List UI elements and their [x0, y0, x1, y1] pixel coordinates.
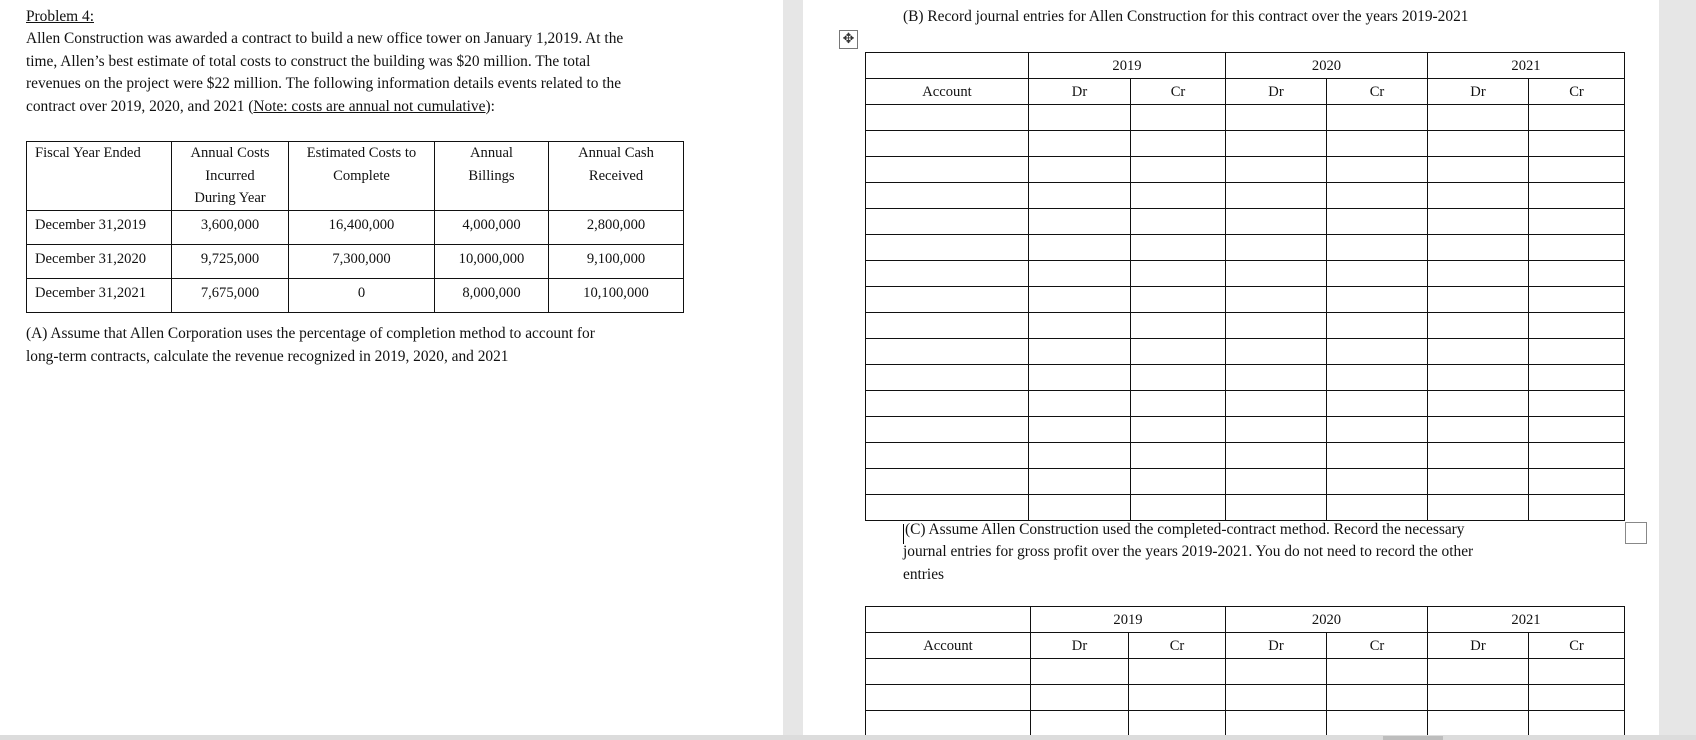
amount-cell[interactable]	[1428, 261, 1529, 287]
intro-prefix: contract over 2019, 2020, and 2021 (	[26, 98, 254, 115]
part-b-title: (B) Record journal entries for Allen Construction for this contract over the years 2019-2021	[903, 8, 1469, 25]
blank-cell[interactable]	[866, 53, 1029, 79]
part-c-line-3: entries	[903, 566, 945, 583]
cell-year: December 31,2021	[27, 278, 172, 312]
cr-header: Cr	[1327, 633, 1428, 659]
amount-cell[interactable]	[1226, 261, 1327, 287]
amount-cell[interactable]	[1529, 391, 1625, 417]
journal-table-c[interactable]	[865, 606, 1625, 737]
amount-cell[interactable]	[1529, 365, 1625, 391]
cell-est-costs: 16,400,000	[289, 210, 435, 244]
dr-header: Dr	[1226, 79, 1327, 105]
account-cell[interactable]	[866, 287, 1029, 313]
amount-cell[interactable]	[1428, 417, 1529, 443]
amount-cell[interactable]	[1226, 391, 1327, 417]
amount-cell[interactable]	[1029, 495, 1131, 521]
amount-cell[interactable]	[1529, 417, 1625, 443]
amount-cell[interactable]	[1327, 261, 1428, 287]
account-cell[interactable]	[866, 339, 1029, 365]
amount-cell[interactable]	[1226, 443, 1327, 469]
journal-entry-row	[866, 313, 1625, 339]
year-2019: 2019	[1029, 53, 1226, 79]
amount-cell[interactable]	[1529, 105, 1625, 131]
amount-cell[interactable]	[1031, 711, 1129, 737]
amount-cell[interactable]	[1029, 469, 1131, 495]
cell-costs: 9,725,000	[172, 244, 289, 278]
part-a-line-2: long-term contracts, calculate the revenue recognized in 2019, 2020, and 2021	[26, 348, 509, 365]
amount-cell[interactable]	[1029, 131, 1131, 157]
cell-billings: 10,000,000	[435, 244, 549, 278]
amount-cell[interactable]	[1529, 183, 1625, 209]
amount-cell[interactable]	[1327, 365, 1428, 391]
journal-entry-row	[866, 495, 1625, 521]
amount-cell[interactable]	[1327, 417, 1428, 443]
amount-cell[interactable]	[1131, 365, 1226, 391]
account-cell[interactable]	[866, 685, 1031, 711]
account-cell[interactable]	[866, 157, 1029, 183]
amount-cell[interactable]	[1529, 685, 1625, 711]
amount-cell[interactable]	[1529, 659, 1625, 685]
part-c-line-1: (C) Assume Allen Construction used the completed-contract method. Record the necessary	[905, 521, 1465, 538]
cell-year: December 31,2019	[27, 210, 172, 244]
journal-header-row	[866, 79, 1625, 105]
amount-cell[interactable]	[1428, 339, 1529, 365]
account-cell[interactable]	[866, 131, 1029, 157]
journal-entry-row	[866, 339, 1625, 365]
amount-cell[interactable]	[1226, 365, 1327, 391]
amount-cell[interactable]	[1327, 209, 1428, 235]
cell-est-costs: 0	[289, 278, 435, 312]
amount-cell[interactable]	[1131, 339, 1226, 365]
amount-cell[interactable]	[1529, 131, 1625, 157]
header-annual-costs: Annual Costs Incurred During Year	[172, 142, 289, 211]
cr-header: Cr	[1129, 633, 1226, 659]
amount-cell[interactable]	[1131, 391, 1226, 417]
intro-line-4	[26, 96, 495, 119]
cell-billings: 4,000,000	[435, 210, 549, 244]
header-annual-billings: Annual Billings	[435, 142, 549, 211]
amount-cell[interactable]	[1428, 313, 1529, 339]
journal-year-row	[866, 607, 1625, 633]
journal-entry-row	[866, 391, 1625, 417]
table-row	[27, 210, 684, 244]
amount-cell[interactable]	[1029, 443, 1131, 469]
blank-cell[interactable]	[866, 607, 1031, 633]
amount-cell[interactable]	[1529, 287, 1625, 313]
amount-cell[interactable]	[1327, 685, 1428, 711]
amount-cell[interactable]	[1131, 417, 1226, 443]
cell-cash: 9,100,000	[549, 244, 684, 278]
amount-cell[interactable]	[1131, 313, 1226, 339]
amount-cell[interactable]	[1129, 685, 1226, 711]
scrollbar-thumb[interactable]	[1383, 736, 1443, 740]
part-a-line-1: (A) Assume that Allen Corporation uses the percentage of completion method to account for	[26, 325, 595, 342]
amount-cell[interactable]	[1327, 495, 1428, 521]
journal-entry-row	[866, 261, 1625, 287]
amount-cell[interactable]	[1327, 339, 1428, 365]
year-2021: 2021	[1428, 53, 1625, 79]
amount-cell[interactable]	[1529, 443, 1625, 469]
cr-header: Cr	[1529, 633, 1625, 659]
year-2019: 2019	[1031, 607, 1226, 633]
amount-cell[interactable]	[1327, 711, 1428, 737]
amount-cell[interactable]	[1029, 183, 1131, 209]
dr-header: Dr	[1031, 633, 1129, 659]
amount-cell[interactable]	[1131, 495, 1226, 521]
account-cell[interactable]	[866, 659, 1031, 685]
amount-cell[interactable]	[1327, 659, 1428, 685]
journal-entry-row	[866, 443, 1625, 469]
part-c-line-2: journal entries for gross profit over the years 2019-2021. You do not need to record the other	[903, 543, 1474, 560]
amount-cell[interactable]	[1031, 685, 1129, 711]
amount-cell[interactable]	[1529, 711, 1625, 737]
amount-cell[interactable]	[1131, 443, 1226, 469]
journal-entry-row	[866, 469, 1625, 495]
amount-cell[interactable]	[1226, 469, 1327, 495]
amount-cell[interactable]	[1428, 711, 1529, 737]
amount-cell[interactable]	[1226, 711, 1327, 737]
amount-cell[interactable]	[1428, 685, 1529, 711]
cr-header: Cr	[1131, 79, 1226, 105]
amount-cell[interactable]	[1428, 209, 1529, 235]
amount-cell[interactable]	[1428, 183, 1529, 209]
amount-cell[interactable]	[1131, 131, 1226, 157]
account-cell[interactable]	[866, 443, 1029, 469]
amount-cell[interactable]	[1428, 105, 1529, 131]
journal-entry-row	[866, 365, 1625, 391]
intro-note: Note: costs are annual not cumulative	[253, 98, 486, 115]
amount-cell[interactable]	[1029, 157, 1131, 183]
journal-entry-row	[866, 659, 1625, 685]
dr-header: Dr	[1226, 633, 1327, 659]
amount-cell[interactable]	[1226, 313, 1327, 339]
account-cell[interactable]	[866, 391, 1029, 417]
amount-cell[interactable]	[1428, 157, 1529, 183]
amount-cell[interactable]	[1529, 209, 1625, 235]
amount-cell[interactable]	[1029, 261, 1131, 287]
problem-heading: Problem 4:	[26, 8, 94, 25]
amount-cell[interactable]	[1327, 313, 1428, 339]
journal-entry-row	[866, 287, 1625, 313]
amount-cell[interactable]	[1529, 339, 1625, 365]
journal-entry-row	[866, 209, 1625, 235]
cell-costs: 7,675,000	[172, 278, 289, 312]
account-cell[interactable]	[866, 711, 1031, 737]
intro-line-2: time, Allen’s best estimate of total costs to construct the building was $20 million. The total	[26, 53, 591, 70]
amount-cell[interactable]	[1131, 235, 1226, 261]
amount-cell[interactable]	[1029, 105, 1131, 131]
account-header: Account	[866, 79, 1029, 105]
header-fiscal-year: Fiscal Year Ended	[27, 142, 172, 211]
cell-est-costs: 7,300,000	[289, 244, 435, 278]
amount-cell[interactable]	[1226, 417, 1327, 443]
amount-cell[interactable]	[1428, 469, 1529, 495]
account-header: Account	[866, 633, 1031, 659]
intro-line-3: revenues on the project were $22 million. The following information details events related to the	[26, 75, 622, 92]
amount-cell[interactable]	[1131, 261, 1226, 287]
amount-cell[interactable]	[1529, 261, 1625, 287]
dr-header: Dr	[1428, 633, 1529, 659]
table-row	[27, 244, 684, 278]
account-cell[interactable]	[866, 313, 1029, 339]
header-estimated-costs: Estimated Costs to Complete	[289, 142, 435, 211]
journal-entry-row	[866, 711, 1625, 737]
account-cell[interactable]	[866, 235, 1029, 261]
amount-cell[interactable]	[1327, 131, 1428, 157]
cell-year: December 31,2020	[27, 244, 172, 278]
header-annual-cash: Annual Cash Received	[549, 142, 684, 211]
amount-cell[interactable]	[1031, 659, 1129, 685]
amount-cell[interactable]	[1529, 157, 1625, 183]
amount-cell[interactable]	[1029, 339, 1131, 365]
table-header-row	[27, 142, 684, 211]
amount-cell[interactable]	[1327, 183, 1428, 209]
dr-header: Dr	[1029, 79, 1131, 105]
cr-header: Cr	[1529, 79, 1625, 105]
amount-cell[interactable]	[1129, 659, 1226, 685]
amount-cell[interactable]	[1131, 157, 1226, 183]
contract-data-table	[26, 141, 684, 313]
amount-cell[interactable]	[1327, 469, 1428, 495]
year-2020: 2020	[1226, 53, 1428, 79]
amount-cell[interactable]	[1327, 105, 1428, 131]
amount-cell[interactable]	[1529, 235, 1625, 261]
journal-year-row	[866, 53, 1625, 79]
amount-cell[interactable]	[1226, 209, 1327, 235]
year-2020: 2020	[1226, 607, 1428, 633]
amount-cell[interactable]	[1428, 391, 1529, 417]
amount-cell[interactable]	[1226, 339, 1327, 365]
amount-cell[interactable]	[1029, 235, 1131, 261]
amount-cell[interactable]	[1029, 313, 1131, 339]
amount-cell[interactable]	[1529, 313, 1625, 339]
journal-entry-row	[866, 131, 1625, 157]
account-cell[interactable]	[866, 183, 1029, 209]
journal-entry-row	[866, 417, 1625, 443]
amount-cell[interactable]	[1226, 659, 1327, 685]
amount-cell[interactable]	[1226, 105, 1327, 131]
cell-cash: 2,800,000	[549, 210, 684, 244]
account-cell[interactable]	[866, 365, 1029, 391]
account-cell[interactable]	[866, 495, 1029, 521]
cr-header: Cr	[1327, 79, 1428, 105]
journal-entry-row	[866, 183, 1625, 209]
amount-cell[interactable]	[1029, 287, 1131, 313]
cell-cash: 10,100,000	[549, 278, 684, 312]
amount-cell[interactable]	[1226, 685, 1327, 711]
amount-cell[interactable]	[1428, 443, 1529, 469]
dr-header: Dr	[1428, 79, 1529, 105]
amount-cell[interactable]	[1226, 235, 1327, 261]
amount-cell[interactable]	[1131, 183, 1226, 209]
amount-cell[interactable]	[1428, 659, 1529, 685]
amount-cell[interactable]	[1327, 235, 1428, 261]
cell-costs: 3,600,000	[172, 210, 289, 244]
account-cell[interactable]	[866, 417, 1029, 443]
journal-entry-row	[866, 157, 1625, 183]
amount-cell[interactable]	[1226, 131, 1327, 157]
amount-cell[interactable]	[1029, 417, 1131, 443]
amount-cell[interactable]	[1131, 287, 1226, 313]
account-cell[interactable]	[866, 261, 1029, 287]
cell-billings: 8,000,000	[435, 278, 549, 312]
amount-cell[interactable]	[1029, 391, 1131, 417]
journal-entry-row	[866, 235, 1625, 261]
table-row	[27, 278, 684, 312]
amount-cell[interactable]	[1131, 105, 1226, 131]
amount-cell[interactable]	[1428, 131, 1529, 157]
amount-cell[interactable]	[1327, 443, 1428, 469]
amount-cell[interactable]	[1226, 495, 1327, 521]
amount-cell[interactable]	[1131, 209, 1226, 235]
year-2021: 2021	[1428, 607, 1625, 633]
table-resize-handle[interactable]	[1625, 522, 1647, 544]
intro-line-1: Allen Construction was awarded a contract to build a new office tower on January 1,2019. At the	[26, 30, 624, 47]
account-cell[interactable]	[866, 209, 1029, 235]
amount-cell[interactable]	[1327, 287, 1428, 313]
amount-cell[interactable]	[1226, 287, 1327, 313]
amount-cell[interactable]	[1428, 495, 1529, 521]
amount-cell[interactable]	[1428, 287, 1529, 313]
amount-cell[interactable]	[1529, 495, 1625, 521]
amount-cell[interactable]	[1327, 157, 1428, 183]
journal-header-row	[866, 633, 1625, 659]
intro-suffix: ):	[485, 98, 495, 115]
amount-cell[interactable]	[1129, 711, 1226, 737]
journal-entry-row	[866, 105, 1625, 131]
amount-cell[interactable]	[1029, 365, 1131, 391]
journal-entry-row	[866, 685, 1625, 711]
amount-cell[interactable]	[1029, 209, 1131, 235]
journal-table-b[interactable]	[865, 52, 1625, 521]
amount-cell[interactable]	[1428, 365, 1529, 391]
amount-cell[interactable]	[1428, 235, 1529, 261]
amount-cell[interactable]	[1327, 391, 1428, 417]
amount-cell[interactable]	[1226, 157, 1327, 183]
amount-cell[interactable]	[1131, 469, 1226, 495]
amount-cell[interactable]	[1226, 183, 1327, 209]
account-cell[interactable]	[866, 105, 1029, 131]
amount-cell[interactable]	[1529, 469, 1625, 495]
account-cell[interactable]	[866, 469, 1029, 495]
table-move-icon[interactable]: ✥	[839, 30, 858, 49]
